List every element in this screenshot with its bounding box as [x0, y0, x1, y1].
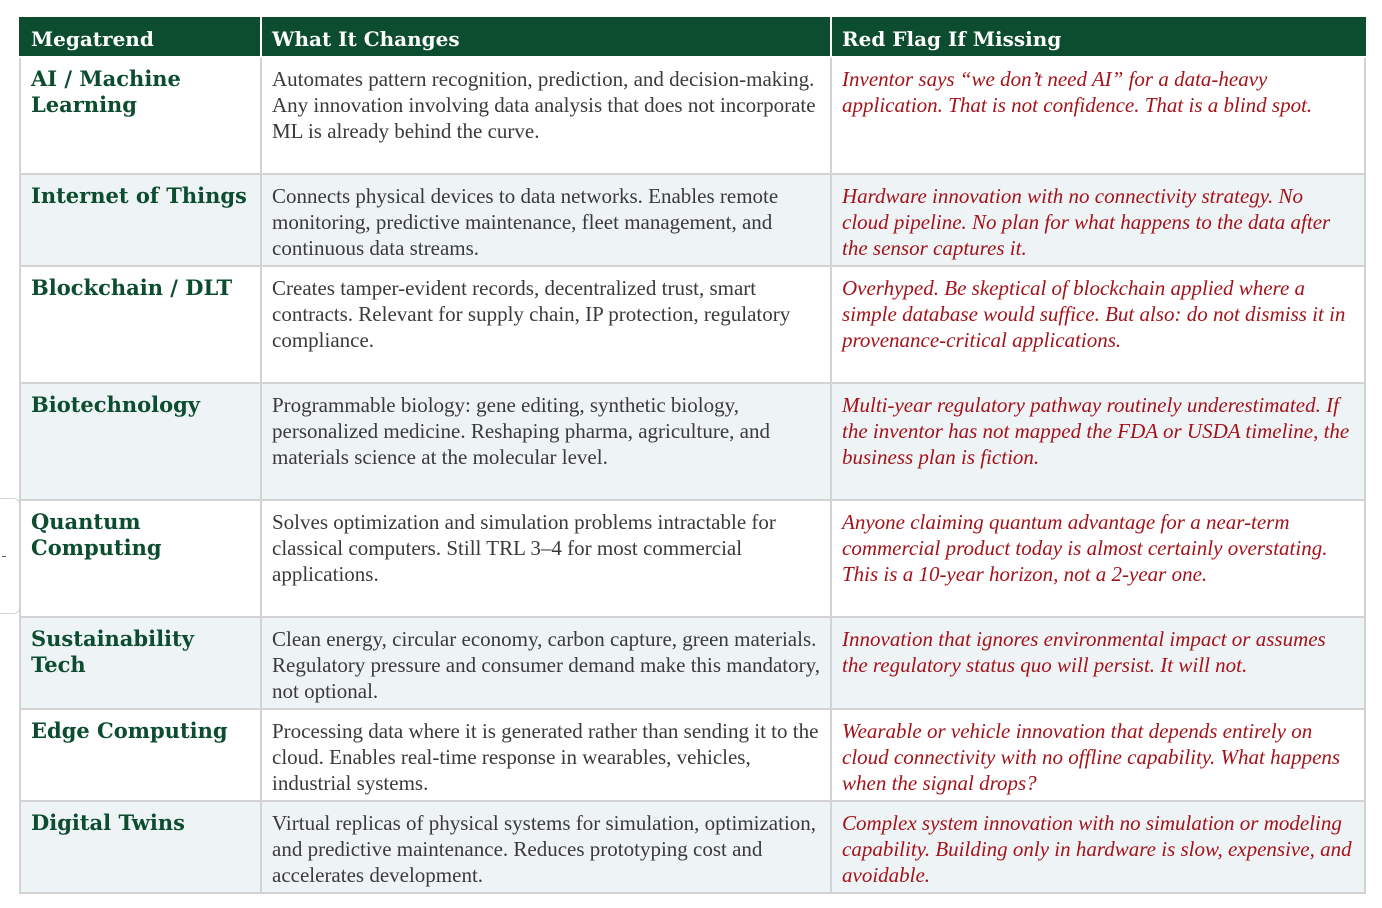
changes-cell: Automates pattern recognition, prediction, and decision-making. Any innovation involving data analysis that does not incorporate ML is already behind the curve. — [261, 57, 831, 174]
megatrends-table — [19, 17, 1366, 894]
table-header-row — [20, 18, 1365, 57]
changes-cell: Programmable biology: gene editing, synthetic biology, personalized medicine. Reshaping pharma, agriculture, and materials science at the molecular level. — [261, 383, 831, 500]
megatrend-cell: Internet of Things — [20, 174, 261, 266]
red-flag-cell: Overhyped. Be skeptical of blockchain applied where a simple database would suffice. But also: do not dismiss it in provenance-critical applications. — [831, 266, 1365, 383]
red-flag-cell: Inventor says “we don’t need AI” for a data-heavy application. That is not confidence. That is a blind spot. — [831, 57, 1365, 174]
red-flag-cell: Multi-year regulatory pathway routinely underestimated. If the inventor has not mapped the FDA or USDA timeline, the business plan is fiction. — [831, 383, 1365, 500]
table-row — [20, 266, 1365, 383]
header-red-flag: Red Flag If Missing — [831, 18, 1365, 57]
red-flag-cell: Complex system innovation with no simulation or modeling capability. Building only in hardware is slow, expensive, and avoidable. — [831, 801, 1365, 893]
megatrend-cell: Digital Twins — [20, 801, 261, 893]
changes-cell: Connects physical devices to data networks. Enables remote monitoring, predictive maintenance, fleet management, and continuous data streams. — [261, 174, 831, 266]
table-row — [20, 617, 1365, 709]
megatrend-cell: Edge Computing — [20, 709, 261, 801]
table-row — [20, 383, 1365, 500]
megatrend-cell: Quantum Computing — [20, 500, 261, 617]
megatrend-cell: Biotechnology — [20, 383, 261, 500]
red-flag-cell: Innovation that ignores environmental impact or assumes the regulatory status quo will persist. It will not. — [831, 617, 1365, 709]
table-row — [20, 709, 1365, 801]
table-row — [20, 500, 1365, 617]
header-what-it-changes: What It Changes — [261, 18, 831, 57]
table-row — [20, 174, 1365, 266]
megatrend-cell: Sustainability Tech — [20, 617, 261, 709]
megatrend-cell: AI / Machine Learning — [20, 57, 261, 174]
header-megatrend: Megatrend — [20, 18, 261, 57]
megatrend-cell: Blockchain / DLT — [20, 266, 261, 383]
red-flag-cell: Anyone claiming quantum advantage for a near-term commercial product today is almost certainly overstating. This is a 10-year horizon, not a 2-year one. — [831, 500, 1365, 617]
red-flag-cell: Wearable or vehicle innovation that depends entirely on cloud connectivity with no offline capability. What happens when the signal drops? — [831, 709, 1365, 801]
side-panel-handle — [2, 556, 6, 557]
table-row — [20, 57, 1365, 174]
changes-cell: Processing data where it is generated rather than sending it to the cloud. Enables real-time response in wearables, vehicles, industrial systems. — [261, 709, 831, 801]
red-flag-cell: Hardware innovation with no connectivity strategy. No cloud pipeline. No plan for what happens to the data after the sensor captures it. — [831, 174, 1365, 266]
changes-cell: Clean energy, circular economy, carbon capture, green materials. Regulatory pressure and consumer demand make this mandatory, not optional. — [261, 617, 831, 709]
changes-cell: Creates tamper-evident records, decentralized trust, smart contracts. Relevant for supply chain, IP protection, regulatory compliance. — [261, 266, 831, 383]
table-row — [20, 801, 1365, 893]
changes-cell: Virtual replicas of physical systems for simulation, optimization, and predictive maintenance. Reduces prototyping cost and accelerates development. — [261, 801, 831, 893]
changes-cell: Solves optimization and simulation problems intractable for classical computers. Still TRL 3–4 for most commercial applications. — [261, 500, 831, 617]
